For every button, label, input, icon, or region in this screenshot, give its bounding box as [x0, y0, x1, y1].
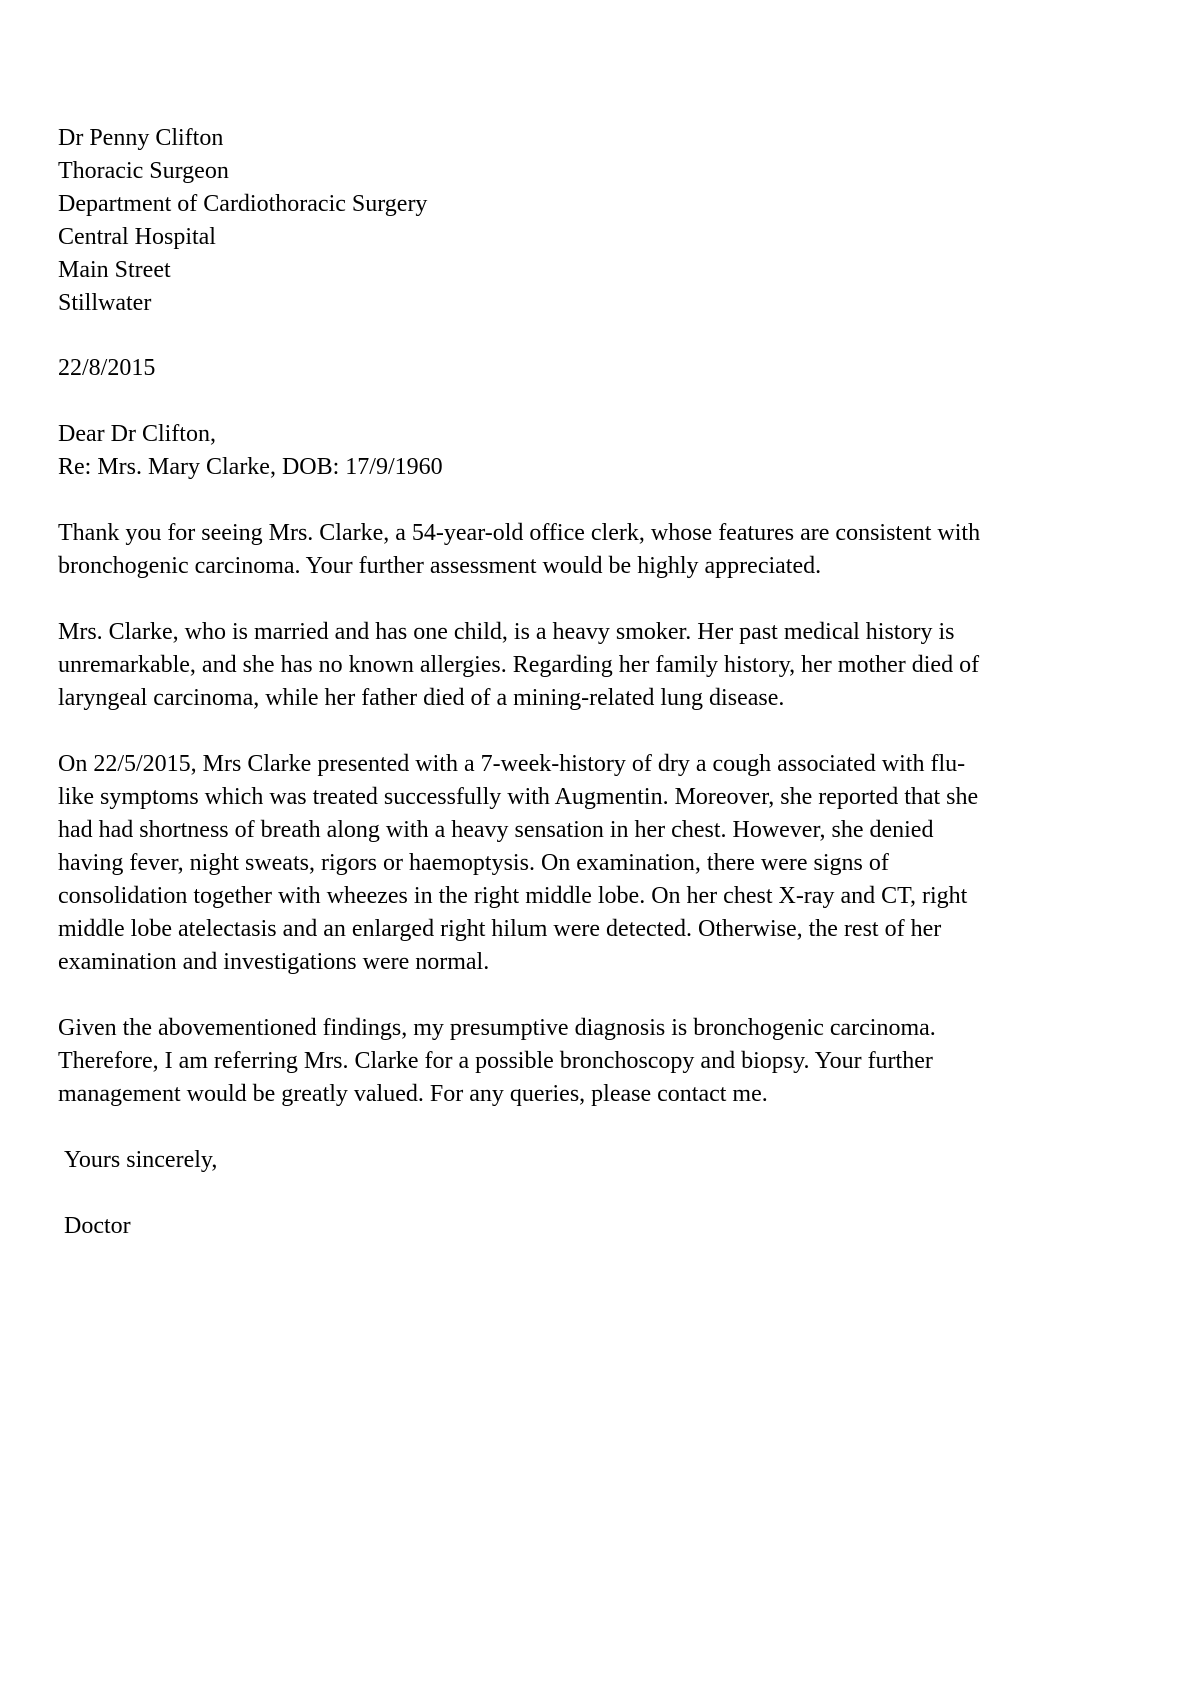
paragraph-line: bronchogenic carcinoma. Your further assessment would be highly appreciated.	[58, 553, 822, 579]
paragraph-conclusion	[58, 1012, 1158, 1111]
recipient-hospital: Central Hospital	[58, 224, 216, 250]
signer-block	[58, 1210, 1158, 1243]
paragraph-line: Therefore, I am referring Mrs. Clarke for a possible bronchoscopy and biopsy. Your further	[58, 1048, 933, 1074]
recipient-city: Stillwater	[58, 290, 152, 316]
recipient-title: Thoracic Surgeon	[58, 158, 229, 184]
paragraph-line: management would be greatly valued. For any queries, please contact me.	[58, 1081, 768, 1107]
closing: Yours sincerely,	[64, 1147, 218, 1173]
letter-date: 22/8/2015	[58, 355, 156, 381]
letter-date-block	[58, 352, 1158, 385]
paragraph-line: middle lobe atelectasis and an enlarged right hilum were detected. Otherwise, the rest of her	[58, 916, 942, 942]
paragraph-line: On 22/5/2015, Mrs Clarke presented with a 7-week-history of dry a cough associated with flu-	[58, 751, 966, 777]
paragraph-line: consolidation together with wheezes in the right middle lobe. On her chest X-ray and CT, right	[58, 883, 968, 909]
recipient-department: Department of Cardiothoracic Surgery	[58, 191, 428, 217]
paragraph-line: Mrs. Clarke, who is married and has one child, is a heavy smoker. Her past medical history is	[58, 619, 955, 645]
paragraph-line: Thank you for seeing Mrs. Clarke, a 54-year-old office clerk, whose features are consistent with	[58, 520, 981, 546]
paragraph-line: having fever, night sweats, rigors or haemoptysis. On examination, there were signs of	[58, 850, 889, 876]
referral-letter	[58, 122, 1158, 1243]
salutation-block	[58, 418, 1158, 484]
closing-block	[58, 1144, 1158, 1177]
paragraph-history	[58, 616, 1158, 715]
re-line: Re: Mrs. Mary Clarke, DOB: 17/9/1960	[58, 454, 443, 480]
paragraph-line: Given the abovementioned findings, my presumptive diagnosis is bronchogenic carcinoma.	[58, 1015, 936, 1041]
paragraph-line: laryngeal carcinoma, while her father died of a mining-related lung disease.	[58, 685, 785, 711]
salutation: Dear Dr Clifton,	[58, 421, 216, 447]
paragraph-intro	[58, 517, 1158, 583]
recipient-name: Dr Penny Clifton	[58, 125, 224, 151]
paragraph-line: had had shortness of breath along with a heavy sensation in her chest. However, she denied	[58, 817, 934, 843]
paragraph-line: like symptoms which was treated successfully with Augmentin. Moreover, she reported that she	[58, 784, 979, 810]
recipient-street: Main Street	[58, 257, 171, 283]
recipient-address	[58, 122, 1158, 320]
paragraph-presentation	[58, 748, 1158, 979]
paragraph-line: examination and investigations were normal.	[58, 949, 490, 975]
signer-name: Doctor	[64, 1213, 131, 1239]
paragraph-line: unremarkable, and she has no known allergies. Regarding her family history, her mother died of	[58, 652, 980, 678]
